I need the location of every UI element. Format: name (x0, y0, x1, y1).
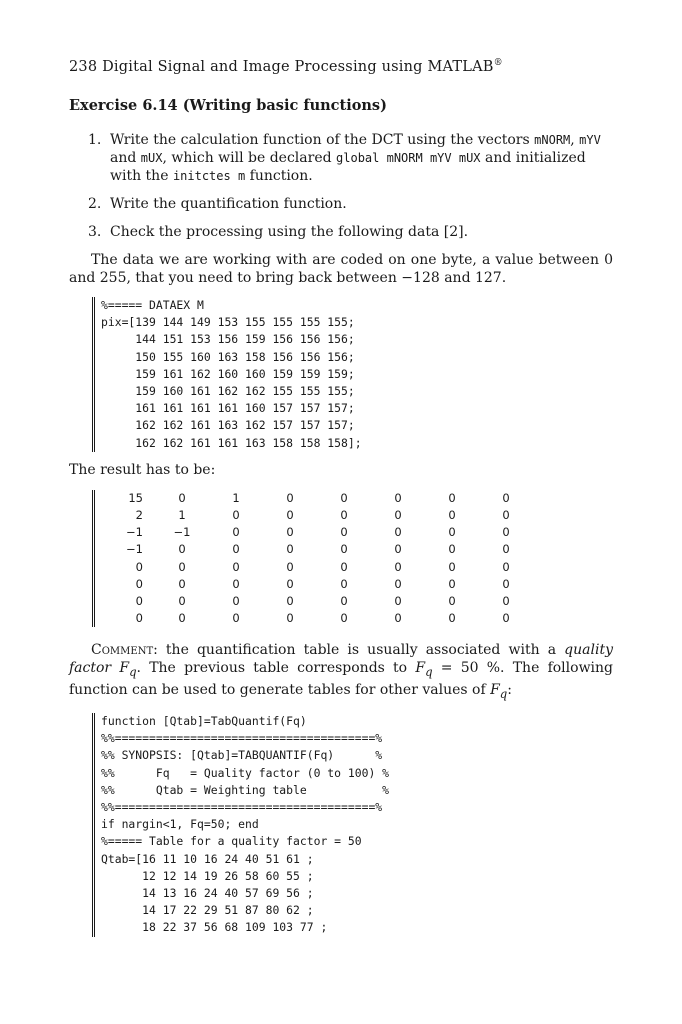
matrix-cell: 0 (286, 542, 294, 557)
separator: and (110, 150, 141, 166)
matrix-cell: 0 (502, 490, 510, 505)
list-item (69, 195, 613, 213)
matrix-cell: 0 (178, 611, 186, 626)
matrix-cell: 0 (502, 594, 510, 609)
matrix-cell: 1 (178, 508, 186, 523)
matrix-cell: 0 (232, 611, 240, 626)
registered-mark: ® (493, 58, 503, 68)
matrix-cell: 0 (502, 508, 510, 523)
comment-text: . The previous table corresponds to (136, 660, 416, 677)
result-matrix (101, 490, 533, 628)
comment-text: : (507, 682, 512, 699)
code-mnorm: mNORM (534, 133, 571, 147)
matrix-row (101, 524, 533, 541)
matrix-cell: 0 (394, 508, 402, 523)
separator: , (570, 132, 580, 148)
exercise-list (69, 131, 613, 241)
matrix-cell: 0 (502, 611, 510, 626)
matrix-cell: 0 (340, 576, 348, 591)
data-paragraph: The data we are working with are coded on one byte, a value between 0 and 255, that you need to bring back between −128 and 127. (69, 252, 613, 286)
matrix-cell: 0 (502, 542, 510, 557)
matrix-cell: 15 (128, 490, 143, 505)
page (69, 58, 613, 937)
matrix-cell: 0 (394, 611, 402, 626)
matrix-cell: 0 (135, 594, 143, 609)
list-item (69, 223, 613, 241)
matrix-cell: 0 (394, 594, 402, 609)
matrix-cell: 0 (448, 542, 456, 557)
matrix-cell: 0 (178, 542, 186, 557)
matrix-cell: 1 (232, 490, 240, 505)
matrix-cell: 0 (286, 594, 294, 609)
matrix-cell: 0 (232, 594, 240, 609)
matrix-cell: 0 (394, 525, 402, 540)
code-global-decl: global mNORM mYV mUX (336, 151, 481, 165)
matrix-cell: 0 (340, 508, 348, 523)
matrix-row (101, 593, 533, 610)
matrix-cell: 0 (448, 594, 456, 609)
comment-paragraph (69, 641, 613, 703)
matrix-cell: 0 (340, 542, 348, 557)
matrix-cell: 0 (448, 525, 456, 540)
item-text: and initialized with the (110, 150, 586, 184)
matrix-row (101, 541, 533, 558)
formula-var: F (415, 660, 426, 677)
matrix-cell: 0 (394, 576, 402, 591)
matrix-cell: −1 (126, 542, 143, 557)
result-label: The result has to be: (69, 461, 216, 478)
matrix-cell: 0 (340, 490, 348, 505)
matrix-cell: 2 (135, 508, 143, 523)
book-title: Digital Signal and Image Processing using MATLAB (102, 58, 494, 75)
matrix-cell: 0 (135, 576, 143, 591)
matrix-cell: 0 (340, 611, 348, 626)
matrix-cell: 0 (286, 559, 294, 574)
matrix-cell: 0 (178, 490, 186, 505)
matrix-cell: 0 (135, 611, 143, 626)
item-number: 1. (88, 132, 102, 148)
running-header (69, 58, 613, 80)
matrix-cell: 0 (448, 559, 456, 574)
matrix-cell: −1 (126, 525, 143, 540)
matrix-cell: 0 (502, 559, 510, 574)
code-initctes: initctes m (172, 169, 246, 183)
comment-label: Comment (91, 642, 154, 659)
matrix-cell: 0 (232, 542, 240, 557)
matrix-cell: 0 (286, 611, 294, 626)
comment-text: = 50 %. The following function can be used to generate tables for other values of (69, 660, 614, 699)
matrix-cell: 0 (286, 490, 294, 505)
subscript: q (129, 665, 137, 680)
matrix-cell: 0 (178, 576, 186, 591)
page-number: 238 (69, 58, 98, 75)
matrix-cell: 0 (394, 542, 402, 557)
matrix-cell: 0 (448, 508, 456, 523)
matrix-cell: 0 (178, 559, 186, 574)
matrix-cell: 0 (448, 611, 456, 626)
matrix-cell: 0 (340, 594, 348, 609)
matrix-row (101, 490, 533, 507)
result-matrix-block (92, 490, 613, 628)
matrix-row (101, 507, 533, 524)
matrix-cell: 0 (232, 525, 240, 540)
matrix-cell: 0 (448, 490, 456, 505)
item-number: 2. (88, 196, 102, 212)
matrix-cell: 0 (232, 508, 240, 523)
matrix-cell: 0 (502, 525, 510, 540)
matrix-row (101, 610, 533, 627)
matrix-cell: 0 (448, 576, 456, 591)
matrix-cell: 0 (232, 559, 240, 574)
matrix-cell: 0 (286, 508, 294, 523)
code-mux: mUX (140, 151, 163, 165)
subscript: q (499, 687, 508, 702)
matrix-cell: 0 (286, 576, 294, 591)
matrix-row (101, 559, 533, 576)
function-code-listing: function [Qtab]=TabQuantif(Fq) %%======================================% %% SYNOPSIS: [Qtab]=TABQUANTIF(Fq) % %% Fq = Quality factor (0 to 100) % %% Qtab = Weighting table % %%======================================% if nargin<1, Fq=50; end %===== Table for a quality factor = 50 Qtab=[16 11 10 16 24 40 51 61 ; 12 12 14 19 26 58 60 55 ; 14 13 16 24 40 57 69 56 ; 14 17 22 29 51 87 80 62 ; 18 22 37 56 68 109 103 77 ; (92, 713, 613, 937)
matrix-cell: 0 (135, 559, 143, 574)
item-number: 3. (88, 224, 102, 240)
data-code-listing: %===== DATAEX M pix=[139 144 149 153 155 155 155 155; 144 151 153 156 159 156 156 156; 150 155 160 163 158 156 156 156; 159 161 162 160 160 159 159 159; 159 160 161 162 162 155 155 155; 161 161 161 161 160 157 157 157; 162 162 161 163 162 157 157 157; 162 162 161 161 163 158 158 158]; (92, 297, 613, 452)
matrix-cell: 0 (340, 559, 348, 574)
matrix-cell: 0 (178, 594, 186, 609)
matrix-cell: 0 (394, 490, 402, 505)
matrix-row (101, 576, 533, 593)
code-myv: mYV (579, 133, 601, 147)
formula-var: F (490, 682, 500, 699)
item-text: function. (245, 168, 313, 184)
matrix-cell: 0 (340, 525, 348, 540)
list-item (69, 131, 613, 185)
subscript: q (425, 665, 433, 680)
exercise-title: Exercise 6.14 (Writing basic functions) (69, 97, 387, 114)
comment-text: : the quantification table is usually associated with a (153, 642, 565, 659)
matrix-cell: −1 (173, 525, 191, 540)
item-text: Check the processing using the following data [2]. (110, 224, 469, 240)
matrix-cell: 0 (286, 525, 294, 540)
quality-factor-term: quality factor F (69, 642, 613, 677)
item-text: Write the quantification function. (110, 196, 347, 212)
matrix-cell: 0 (502, 576, 510, 591)
matrix-cell: 0 (394, 559, 402, 574)
item-text: , which will be declared (162, 150, 337, 166)
matrix-cell: 0 (232, 576, 240, 591)
item-text: Write the calculation function of the DCT using the vectors (110, 132, 535, 148)
